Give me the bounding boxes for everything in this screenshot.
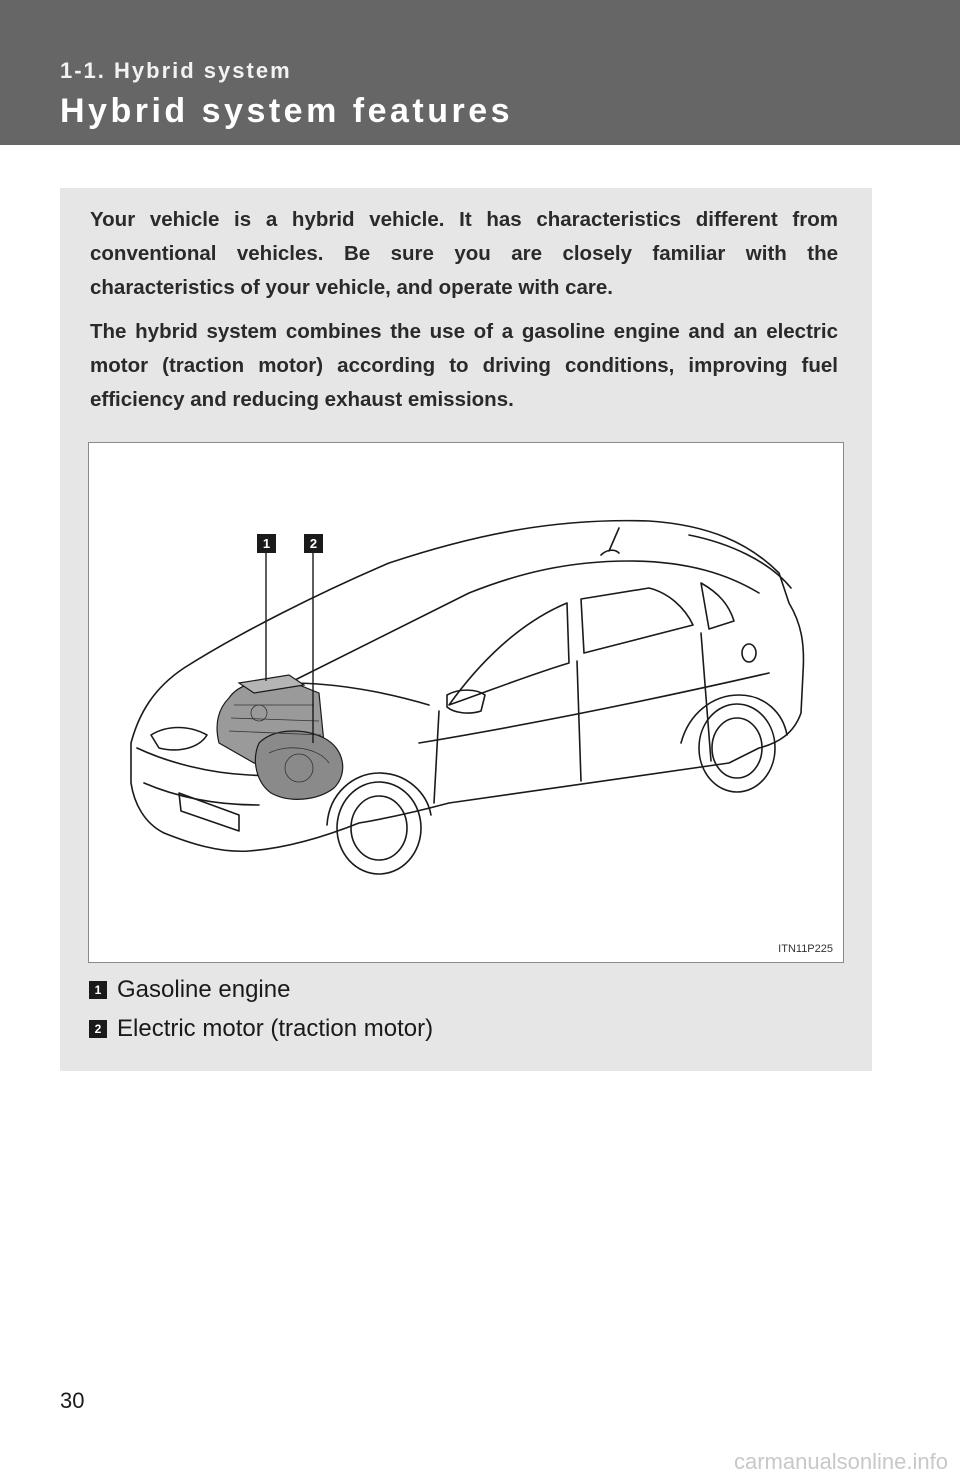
callout-1: 1 (257, 534, 276, 553)
page-title: Hybrid system features (60, 92, 514, 130)
page-number: 30 (60, 1388, 85, 1413)
callout-2: 2 (304, 534, 323, 553)
legend-item-gasoline-engine (89, 975, 290, 1005)
figure-code: ITN11P225 (778, 943, 833, 955)
legend-number: 2 (89, 1020, 107, 1038)
intro-paragraph-2: The hybrid system combines the use of a gasoline engine and an electric motor (traction motor) according to driving conditions, improving fuel efficiency and reducing exhaust emissions. (90, 320, 838, 411)
intro-paragraph-1: Your vehicle is a hybrid vehicle. It has characteristics different from conventional vehicles. Be sure you are closely familiar with the characteristics of your vehicle, and operate with care. (90, 208, 838, 299)
legend-item-electric-motor (89, 1014, 433, 1044)
page-header (0, 0, 960, 145)
legend-label: Electric motor (traction motor) (117, 1015, 434, 1042)
car-drawing (89, 443, 845, 964)
legend-label: Gasoline engine (117, 976, 291, 1003)
section-label: 1-1. Hybrid system (60, 58, 292, 83)
watermark: carmanualsonline.info (733, 1449, 948, 1474)
legend-number: 1 (89, 981, 107, 999)
vehicle-illustration (88, 442, 844, 963)
